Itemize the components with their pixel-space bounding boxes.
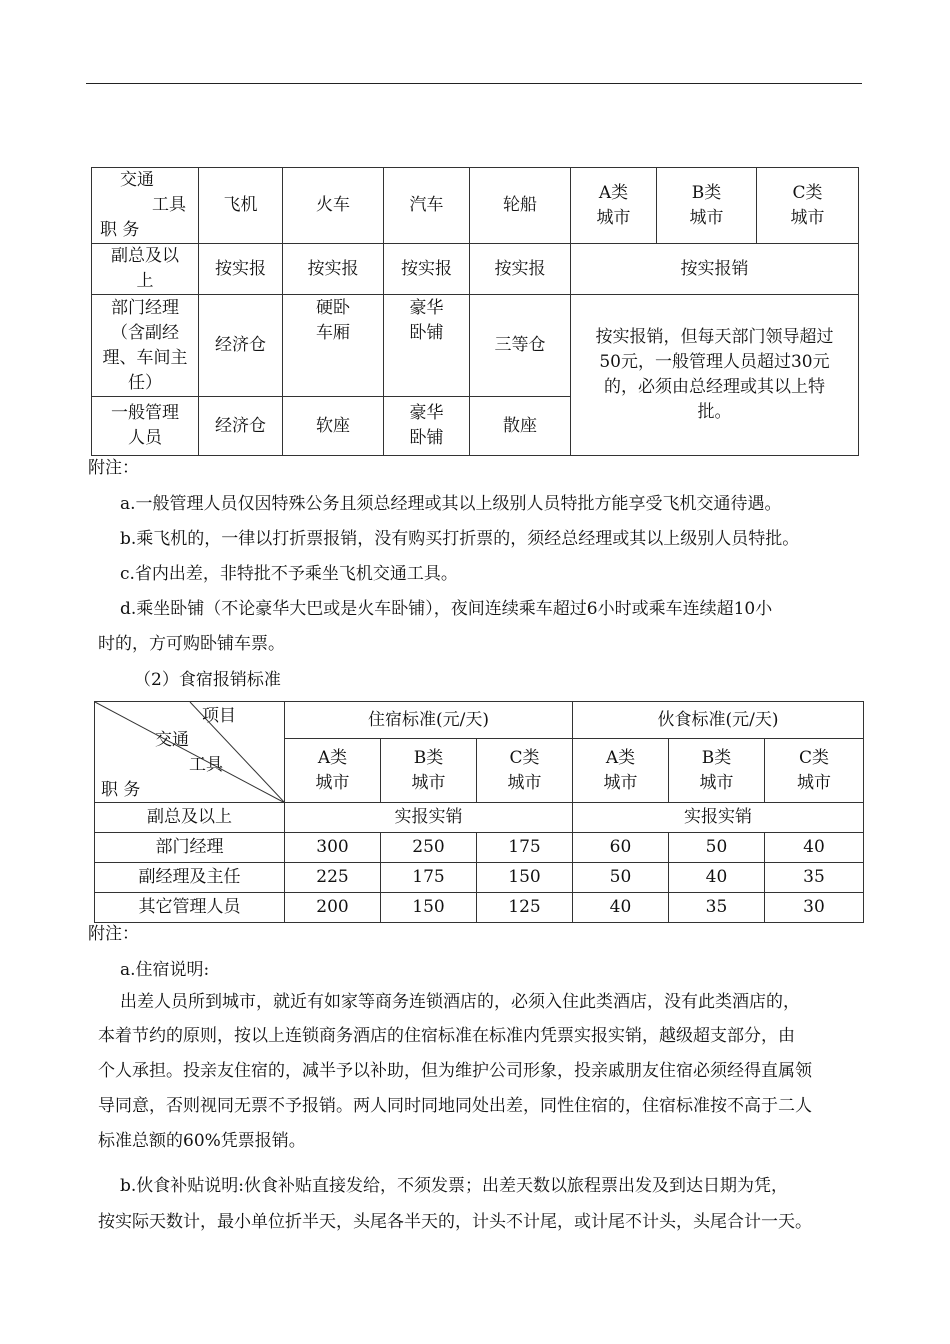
table-cell: 175 bbox=[381, 863, 477, 893]
row-role: 部门经理 bbox=[95, 833, 285, 863]
vp-lodging-merged: 实报实销 bbox=[285, 803, 573, 833]
vp-meal-merged: 实报实销 bbox=[573, 803, 864, 833]
table-cell: 按实报 bbox=[283, 244, 384, 295]
corner-project: 项目 bbox=[202, 706, 236, 726]
lodging-line-5: 标准总额的60%凭票报销。 bbox=[98, 1131, 306, 1151]
table-cell: 35 bbox=[669, 893, 765, 923]
city-note-merged: 按实报销，但每天部门领导超过 50元，一般管理人员超过30元 的，必须由总经理或其以上特 批。 bbox=[571, 295, 859, 456]
lodging-title: a.住宿说明: bbox=[120, 960, 210, 980]
header-city-c: C类 城市 bbox=[757, 168, 859, 244]
note1-d: d.乘坐卧铺（不论豪华大巴或是火车卧铺），夜间连续乘车超过6小时或乘车连续超10小 bbox=[120, 599, 773, 619]
t2-corner-cell bbox=[95, 702, 285, 803]
table-cell: 豪华 卧铺 bbox=[384, 397, 470, 456]
role-general-staff: 一般管理 人员 bbox=[92, 397, 199, 456]
header-city-b: B类 城市 bbox=[657, 168, 757, 244]
header-rule bbox=[86, 83, 862, 84]
table-cell: 40 bbox=[573, 893, 669, 923]
table-row bbox=[95, 863, 864, 893]
table-cell: 经济仓 bbox=[199, 397, 283, 456]
role-vp: 副总及以 上 bbox=[92, 244, 199, 295]
header-city-a: A类 城市 bbox=[571, 168, 657, 244]
header-city-c: C类 城市 bbox=[765, 739, 864, 803]
table-cell: 225 bbox=[285, 863, 381, 893]
table-cell: 40 bbox=[765, 833, 864, 863]
corner-duty: 职 务 bbox=[100, 220, 140, 240]
table-cell: 125 bbox=[477, 893, 573, 923]
note1-a: a.一般管理人员仅因特殊公务且须总经理或其以上级别人员特批方能享受飞机交通待遇。 bbox=[120, 494, 782, 514]
row-role: 副经理及主任 bbox=[95, 863, 285, 893]
meal-line-2: 按实际天数计，最小单位折半天，头尾各半天的，计头不计尾，或计尾不计头，头尾合计一天。 bbox=[98, 1212, 812, 1232]
role-dept-manager: 部门经理 （含副经 理、车间主 任） bbox=[92, 295, 199, 397]
note2-title: 附注： bbox=[88, 924, 139, 944]
table-cell: 35 bbox=[765, 863, 864, 893]
table-cell: 三等仓 bbox=[470, 295, 571, 397]
table-cell: 250 bbox=[381, 833, 477, 863]
corner-tool: 工具 bbox=[152, 195, 186, 215]
t1-corner-cell bbox=[92, 168, 199, 244]
header-train: 火车 bbox=[283, 168, 384, 244]
row-role: 其它管理人员 bbox=[95, 893, 285, 923]
table-cell: 50 bbox=[573, 863, 669, 893]
note1-title: 附注： bbox=[88, 458, 139, 478]
table-cell: 按实报 bbox=[470, 244, 571, 295]
table-cell: 200 bbox=[285, 893, 381, 923]
table-cell: 40 bbox=[669, 863, 765, 893]
table-cell: 150 bbox=[381, 893, 477, 923]
transport-standard-table bbox=[91, 167, 859, 456]
header-ship: 轮船 bbox=[470, 168, 571, 244]
lodging-line-3: 个人承担。投亲友住宿的，减半予以补助，但为维护公司形象，投亲戚朋友住宿必须经得直属领 bbox=[98, 1061, 812, 1081]
table-cell: 30 bbox=[765, 893, 864, 923]
table-cell: 60 bbox=[573, 833, 669, 863]
section2-title: （2）食宿报销标准 bbox=[134, 670, 281, 690]
table-cell: 硬卧 车厢 bbox=[283, 295, 384, 397]
corner-duty: 职 务 bbox=[101, 780, 141, 800]
table-cell: 按实报 bbox=[384, 244, 470, 295]
corner-transport: 交通 bbox=[155, 730, 189, 750]
table-cell: 豪华 卧铺 bbox=[384, 295, 470, 397]
meal-header: 伙食标准(元/天) bbox=[573, 702, 864, 739]
note1-c: c.省内出差，非特批不予乘坐飞机交通工具。 bbox=[120, 564, 458, 584]
table-cell: 150 bbox=[477, 863, 573, 893]
table-cell: 软座 bbox=[283, 397, 384, 456]
header-bus: 汽车 bbox=[384, 168, 470, 244]
corner-transport: 交通 bbox=[120, 170, 154, 190]
table-cell: 300 bbox=[285, 833, 381, 863]
header-city-c: C类 城市 bbox=[477, 739, 573, 803]
lodging-line-2: 本着节约的原则，按以上连锁商务酒店的住宿标准在标准内凭票实报实销，越级超支部分，由 bbox=[98, 1026, 795, 1046]
lodging-meal-table bbox=[94, 701, 864, 923]
lodging-line-4: 导同意，否则视同无票不予报销。两人同时同地同处出差，同性住宿的，住宿标准按不高于二人 bbox=[98, 1096, 812, 1116]
header-city-a: A类 城市 bbox=[573, 739, 669, 803]
meal-line-1: b.伙食补贴说明:伙食补贴直接发给，不须发票；出差天数以旅程票出发及到达日期为凭， bbox=[120, 1176, 789, 1196]
lodging-line-1: 出差人员所到城市，就近有如家等商务连锁酒店的，必须入住此类酒店，没有此类酒店的， bbox=[120, 992, 800, 1012]
table-cell: 175 bbox=[477, 833, 573, 863]
note1-d-cont: 时的，方可购卧铺车票。 bbox=[98, 634, 285, 654]
table-cell: 散座 bbox=[470, 397, 571, 456]
table-row bbox=[95, 893, 864, 923]
table-cell: 50 bbox=[669, 833, 765, 863]
header-city-a: A类 城市 bbox=[285, 739, 381, 803]
corner-tool: 工具 bbox=[189, 755, 223, 775]
lodging-header: 住宿标准(元/天) bbox=[285, 702, 573, 739]
note1-b: b.乘飞机的，一律以打折票报销，没有购买打折票的，须经总经理或其以上级别人员特批。 bbox=[120, 529, 800, 549]
header-city-b: B类 城市 bbox=[381, 739, 477, 803]
role-vp: 副总及以上 bbox=[95, 803, 285, 833]
header-city-b: B类 城市 bbox=[669, 739, 765, 803]
header-plane: 飞机 bbox=[199, 168, 283, 244]
table-cell: 经济仓 bbox=[199, 295, 283, 397]
vp-city-merged: 按实报销 bbox=[571, 244, 859, 295]
table-row bbox=[95, 833, 864, 863]
table-cell: 按实报 bbox=[199, 244, 283, 295]
